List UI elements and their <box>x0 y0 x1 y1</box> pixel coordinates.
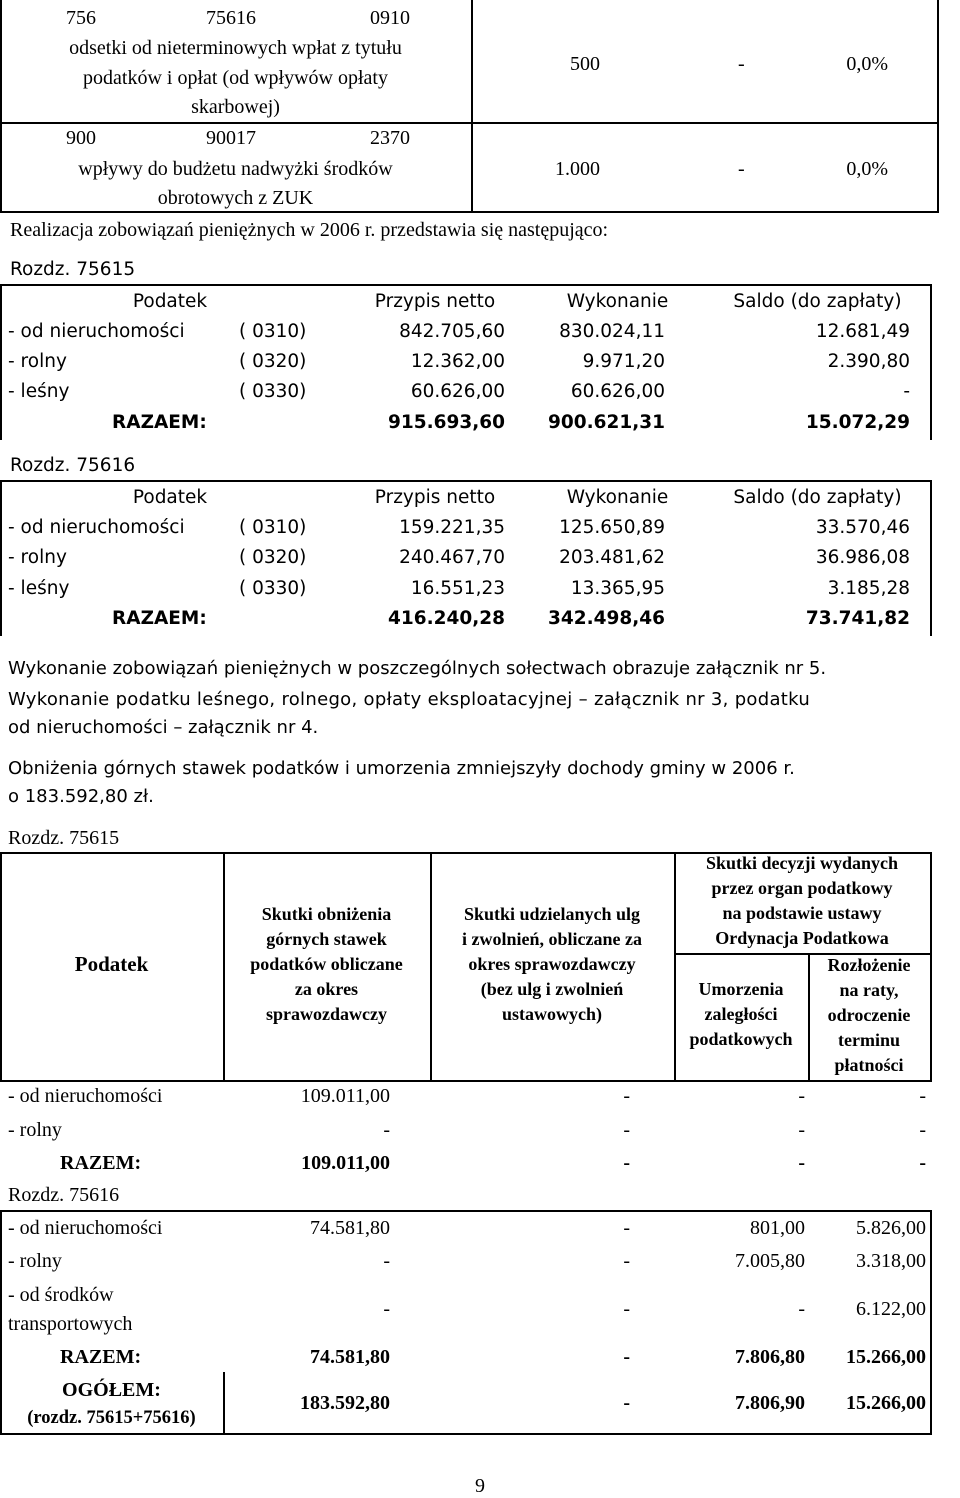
row1-percent: 0,0% <box>846 53 888 75</box>
row2-plan: 1.000 <box>555 158 600 180</box>
row2-rozdzial: 90017 <box>206 127 256 149</box>
header-skutki-ulg: Skutki udzielanych ulg i zwolnień, obliczane za okres sprawozdawczy (bez ulg i zwolnień ustawowych) <box>462 904 642 1024</box>
header-przypis: Przypis netto <box>374 291 496 312</box>
header-wykonanie: Wykonanie <box>566 487 669 508</box>
row2-wykonanie: - <box>738 158 745 180</box>
page-number: 9 <box>475 1475 485 1497</box>
header-przypis: Przypis netto <box>374 487 496 508</box>
header-podatek: Podatek <box>74 952 149 976</box>
paragraph-2-line-1: Wykonanie podatku leśnego, rolnego, opłaty eksploatacyjnej – załącznik nr 3, podatku <box>8 689 811 710</box>
header-skutki-decyzji: Skutki decyzji wydanych przez organ podatkowy na podstawie ustawy Ordynacja Podatkowa <box>705 853 899 948</box>
row2-desc-1: wpływy do budżetu nadwyżki środków <box>78 158 393 180</box>
header-skutki-obnizenia: Skutki obniżenia górnych stawek podatków obliczane za okres sprawozdawczy <box>250 904 403 1024</box>
row2-dzial: 900 <box>66 127 96 149</box>
section-title-75615: Rozdz. 75615 <box>10 259 136 280</box>
row1-wykonanie: - <box>738 53 745 75</box>
header-podatek: Podatek <box>132 487 208 508</box>
row1-dzial: 756 <box>66 7 96 29</box>
header-wykonanie: Wykonanie <box>566 291 669 312</box>
row1-paragraf: 0910 <box>370 7 410 29</box>
paragraph-2-line-2: od nieruchomości – załącznik nr 4. <box>8 717 319 738</box>
row2-desc-2: obrotowych z ZUK <box>157 187 314 209</box>
header-saldo: Saldo (do zapłaty) <box>733 291 902 312</box>
row2-paragraf: 2370 <box>370 127 410 149</box>
row1-rozdzial: 75616 <box>206 7 256 29</box>
paragraph-3-line-1: Obniżenia górnych stawek podatków i umorzenia zmniejszyły dochody gminy w 2006 r. <box>8 758 795 779</box>
row2-percent: 0,0% <box>846 158 888 180</box>
header-saldo: Saldo (do zapłaty) <box>733 487 902 508</box>
paragraph-1: Wykonanie zobowiązań pieniężnych w poszczególnych sołectwach obrazuje załącznik nr 5. <box>8 658 827 679</box>
row1-desc-3: skarbowej) <box>191 96 280 118</box>
row1-desc-2: podatków i opłat (od wpływów opłaty <box>83 67 388 89</box>
header-umorzenia: Umorzenia zaległości podatkowych <box>689 979 793 1049</box>
row1-desc-1: odsetki od nieterminowych wpłat z tytułu <box>69 37 402 59</box>
header-rozlozenie: Rozłożenie na raty, odroczenie terminu płatności <box>827 955 911 1075</box>
header-podatek: Podatek <box>132 291 208 312</box>
section-title-75616: Rozdz. 75616 <box>10 455 136 476</box>
intro-text: Realizacja zobowiązań pieniężnych w 2006 r. przedstawia się następująco: <box>10 219 609 241</box>
paragraph-3-line-2: o 183.592,80 zł. <box>8 786 154 807</box>
section-title-75616-bottom: Rozdz. 75616 <box>8 1184 120 1206</box>
row1-plan: 500 <box>570 53 600 75</box>
section-title-75615-bottom: Rozdz. 75615 <box>8 827 120 849</box>
